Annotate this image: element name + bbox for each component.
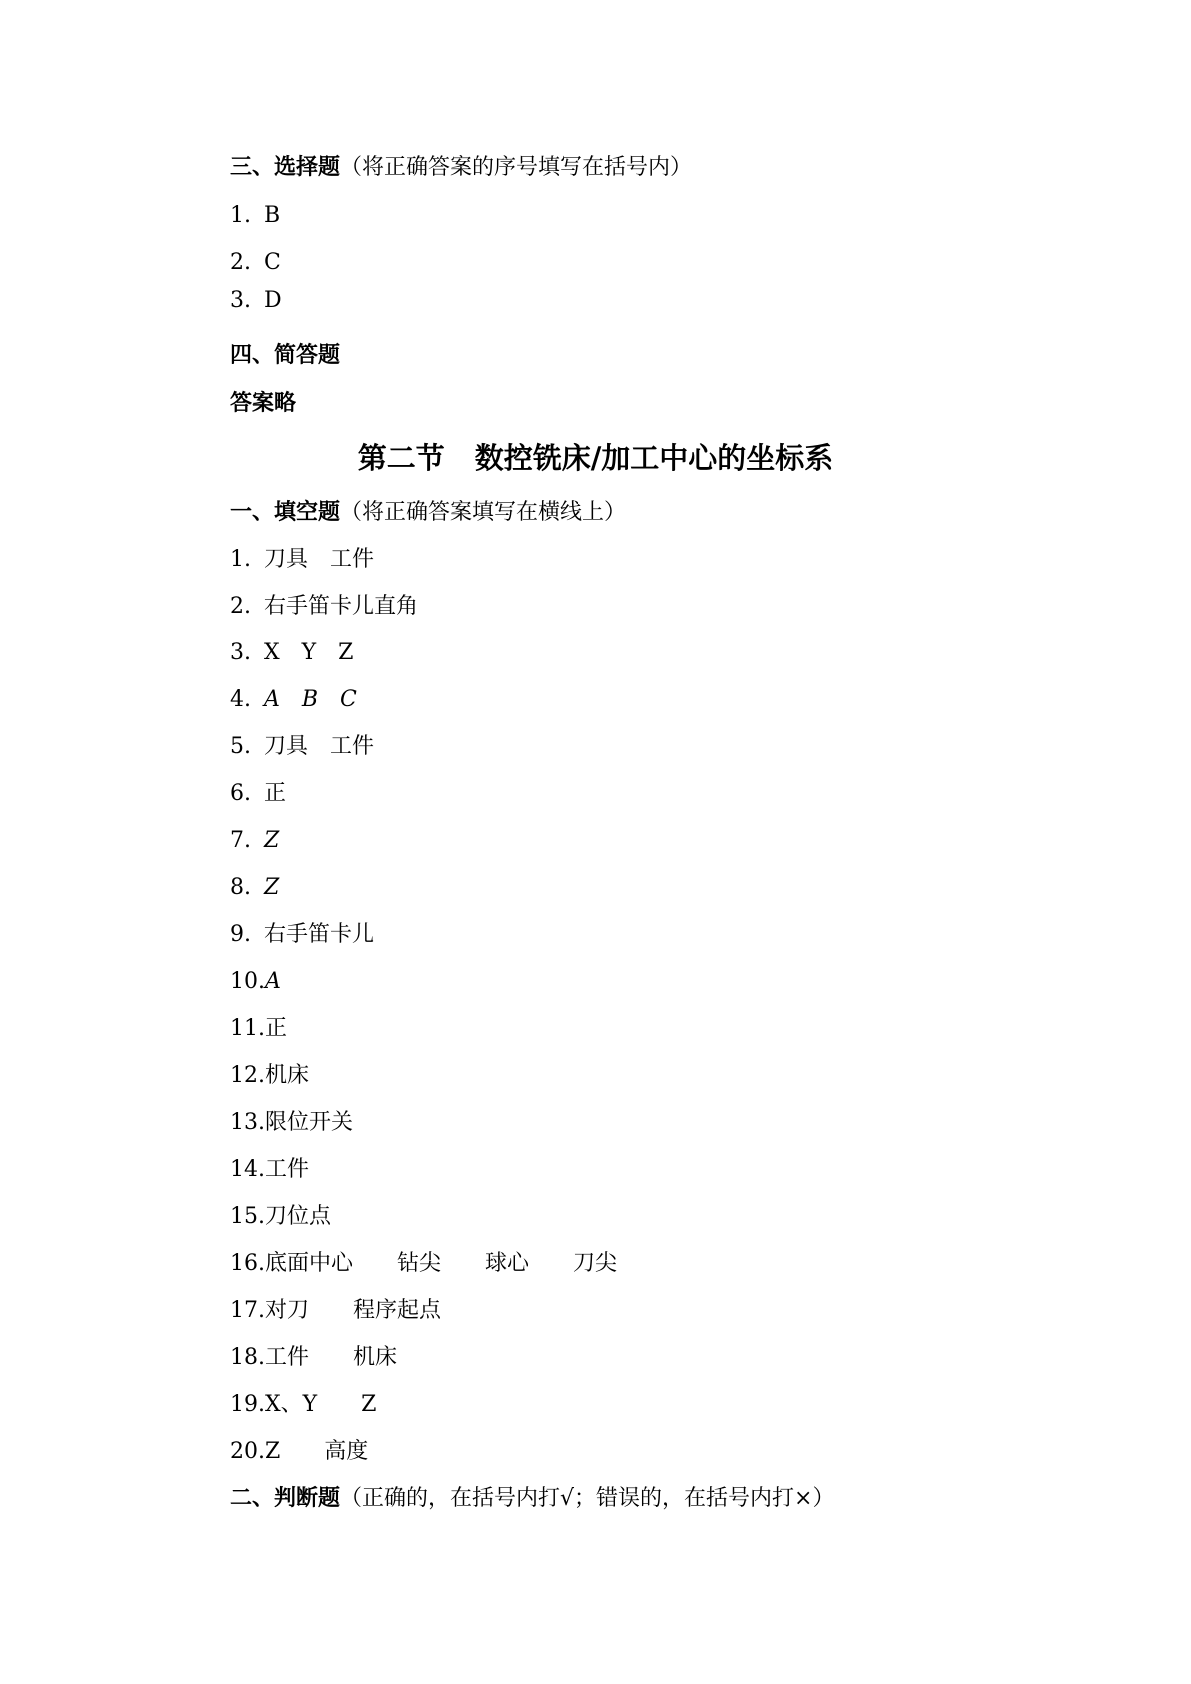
heading-note: （正确的，在括号内打√；错误的，在括号内打×） xyxy=(340,1486,835,1511)
list-item xyxy=(230,826,279,856)
item-answer: D xyxy=(264,288,282,313)
item-answer: 限位开关 xyxy=(265,1110,354,1135)
list-item xyxy=(230,1390,376,1420)
item-answer: 刀具 工件 xyxy=(264,734,375,759)
list-item xyxy=(230,873,279,903)
item-number: 15. xyxy=(230,1204,265,1229)
chapter-number: 第二节 xyxy=(357,441,445,475)
list-item xyxy=(230,592,418,622)
item-answer: B xyxy=(264,203,281,228)
item-answer: 右手笛卡儿直角 xyxy=(264,594,419,619)
item-number: 3. xyxy=(230,640,251,665)
item-answer: X、Y Z xyxy=(265,1392,377,1417)
item-number: 3. xyxy=(230,288,251,313)
item-answer: C xyxy=(264,250,281,275)
list-item xyxy=(230,1249,617,1279)
list-item xyxy=(230,920,374,950)
item-answer: X Y Z xyxy=(264,640,354,665)
item-answer: 右手笛卡儿 xyxy=(264,922,375,947)
item-answer: A B C xyxy=(264,687,357,712)
item-number: 5. xyxy=(230,734,251,759)
list-item xyxy=(230,545,374,575)
item-number: 11. xyxy=(230,1016,265,1041)
item-answer: 对刀 程序起点 xyxy=(265,1298,442,1323)
item-number: 19. xyxy=(230,1392,265,1417)
list-item xyxy=(230,1108,353,1138)
item-answer: 正 xyxy=(264,781,287,806)
list-item xyxy=(230,1437,368,1467)
item-number: 13. xyxy=(230,1110,265,1135)
item-number: 8. xyxy=(230,875,251,900)
section-heading-short-answer xyxy=(230,341,340,371)
item-answer: 工件 xyxy=(265,1157,310,1182)
item-answer: 机床 xyxy=(265,1063,310,1088)
list-item xyxy=(230,1296,441,1326)
item-answer: 工件 机床 xyxy=(265,1345,398,1370)
list-item xyxy=(230,685,357,715)
item-number: 18. xyxy=(230,1345,265,1370)
section-heading-multiple-choice xyxy=(230,153,692,183)
item-number: 17. xyxy=(230,1298,265,1323)
list-item xyxy=(230,967,281,997)
item-number: 6. xyxy=(230,781,251,806)
item-answer: A xyxy=(265,969,281,994)
list-item xyxy=(230,779,286,809)
section-heading-true-false xyxy=(230,1484,834,1514)
list-item xyxy=(230,248,281,278)
item-number: 16. xyxy=(230,1251,265,1276)
item-answer: 刀位点 xyxy=(265,1204,332,1229)
heading-note: （将正确答案的序号填写在括号内） xyxy=(340,155,693,180)
item-number: 14. xyxy=(230,1157,265,1182)
heading-title: 一、填空题 xyxy=(230,500,341,525)
heading-title: 三、选择题 xyxy=(230,155,341,180)
item-number: 10. xyxy=(230,969,265,994)
heading-title: 二、判断题 xyxy=(230,1486,341,1511)
chapter-title xyxy=(0,438,1191,478)
item-number: 2. xyxy=(230,250,251,275)
list-item xyxy=(230,1202,331,1232)
answer-omitted: 答案略 xyxy=(230,391,297,416)
item-number: 7. xyxy=(230,828,251,853)
short-answer-text xyxy=(230,389,296,419)
section-heading-fill-in xyxy=(230,498,626,528)
item-answer: 刀具 工件 xyxy=(264,547,375,572)
heading-title: 四、简答题 xyxy=(230,343,341,368)
item-answer: Z xyxy=(264,828,280,853)
item-answer: 正 xyxy=(265,1016,288,1041)
item-number: 9. xyxy=(230,922,251,947)
list-item xyxy=(230,1343,397,1373)
list-item xyxy=(230,201,280,231)
list-item xyxy=(230,1014,287,1044)
item-number: 1. xyxy=(230,203,251,228)
item-number: 1. xyxy=(230,547,251,572)
chapter-name: 数控铣床/加工中心的坐标系 xyxy=(474,441,834,475)
item-answer: 底面中心 钻尖 球心 刀尖 xyxy=(265,1251,618,1276)
list-item xyxy=(230,732,374,762)
list-item xyxy=(230,1155,309,1185)
item-number: 12. xyxy=(230,1063,265,1088)
list-item xyxy=(230,638,353,668)
list-item xyxy=(230,286,282,316)
item-answer: Z xyxy=(264,875,280,900)
item-number: 20. xyxy=(230,1439,265,1464)
item-number: 4. xyxy=(230,687,251,712)
item-number: 2. xyxy=(230,594,251,619)
item-answer: Z 高度 xyxy=(265,1439,369,1464)
heading-note: （将正确答案填写在横线上） xyxy=(340,500,627,525)
list-item xyxy=(230,1061,309,1091)
